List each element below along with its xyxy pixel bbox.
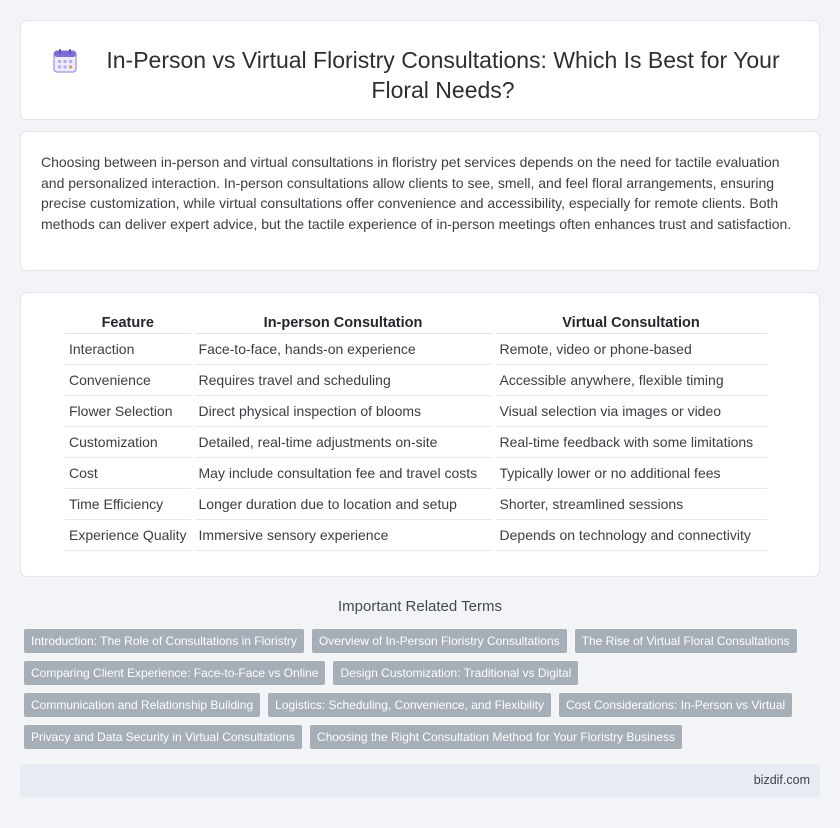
related-term-tag[interactable]: Design Customization: Traditional vs Digital bbox=[333, 661, 578, 685]
virtual-cell: Accessible anywhere, flexible timing bbox=[496, 365, 767, 396]
table-row bbox=[65, 365, 767, 396]
feature-cell: Customization bbox=[65, 427, 191, 458]
virtual-cell: Typically lower or no additional fees bbox=[496, 458, 767, 489]
virtual-cell: Visual selection via images or video bbox=[496, 396, 767, 427]
table-row bbox=[65, 334, 767, 365]
table-row bbox=[65, 427, 767, 458]
related-term-tag[interactable]: Cost Considerations: In-Person vs Virtual bbox=[559, 693, 792, 717]
feature-cell: Cost bbox=[65, 458, 191, 489]
related-term-tag[interactable]: Logistics: Scheduling, Convenience, and Flexibility bbox=[268, 693, 551, 717]
in-person-cell: Longer duration due to location and setup bbox=[195, 489, 492, 520]
header-in-person: In-person Consultation bbox=[195, 311, 492, 334]
virtual-cell: Real-time feedback with some limitations bbox=[496, 427, 767, 458]
comparison-table bbox=[61, 311, 771, 551]
header-virtual: Virtual Consultation bbox=[496, 311, 767, 334]
table-header-row bbox=[65, 311, 767, 334]
related-term-tag[interactable]: Overview of In-Person Floristry Consultations bbox=[312, 629, 567, 653]
footer-brand[interactable]: bizdif.com bbox=[753, 773, 810, 787]
table-row bbox=[65, 396, 767, 427]
virtual-cell: Remote, video or phone-based bbox=[496, 334, 767, 365]
related-term-tag[interactable]: Comparing Client Experience: Face-to-Face vs Online bbox=[24, 661, 325, 685]
footer bbox=[20, 764, 820, 798]
in-person-cell: Immersive sensory experience bbox=[195, 520, 492, 551]
in-person-cell: Requires travel and scheduling bbox=[195, 365, 492, 396]
intro-card bbox=[20, 131, 820, 271]
feature-cell: Time Efficiency bbox=[65, 489, 191, 520]
feature-cell: Interaction bbox=[65, 334, 191, 365]
related-term-tag[interactable]: Choosing the Right Consultation Method for Your Floristry Business bbox=[310, 725, 682, 749]
in-person-cell: May include consultation fee and travel costs bbox=[195, 458, 492, 489]
related-term-tag[interactable]: The Rise of Virtual Floral Consultations bbox=[575, 629, 797, 653]
in-person-cell: Face-to-face, hands-on experience bbox=[195, 334, 492, 365]
intro-paragraph: Choosing between in-person and virtual consultations in floristry pet services depends on the need for tactile evaluation and personalized interaction. In-person consultations allow clients to see, smell, and feel floral arrangements, ensuring precise customization, while virtual consultations offer convenience and accessibility, especially for remote clients. Both methods can deliver expert advice, but the tactile experience of in-person meetings often enhances trust and satisfaction. bbox=[41, 154, 792, 232]
feature-cell: Experience Quality bbox=[65, 520, 191, 551]
related-term-tag[interactable]: Privacy and Data Security in Virtual Consultations bbox=[24, 725, 302, 749]
calendar-icon bbox=[51, 47, 79, 75]
related-terms-title: Important Related Terms bbox=[338, 598, 502, 615]
related-terms-tags bbox=[24, 629, 824, 757]
feature-cell: Flower Selection bbox=[65, 396, 191, 427]
feature-cell: Convenience bbox=[65, 365, 191, 396]
table-row bbox=[65, 520, 767, 551]
table-row bbox=[65, 458, 767, 489]
comparison-card bbox=[20, 292, 820, 577]
virtual-cell: Shorter, streamlined sessions bbox=[496, 489, 767, 520]
related-term-tag[interactable]: Communication and Relationship Building bbox=[24, 693, 260, 717]
table-row bbox=[65, 489, 767, 520]
virtual-cell: Depends on technology and connectivity bbox=[496, 520, 767, 551]
in-person-cell: Direct physical inspection of blooms bbox=[195, 396, 492, 427]
in-person-cell: Detailed, real-time adjustments on-site bbox=[195, 427, 492, 458]
page-title: In-Person vs Virtual Floristry Consultations: Which Is Best for Your Floral Needs? bbox=[106, 47, 780, 103]
title-card bbox=[20, 20, 820, 120]
header-feature: Feature bbox=[65, 311, 191, 334]
related-term-tag[interactable]: Introduction: The Role of Consultations in Floristry bbox=[24, 629, 304, 653]
